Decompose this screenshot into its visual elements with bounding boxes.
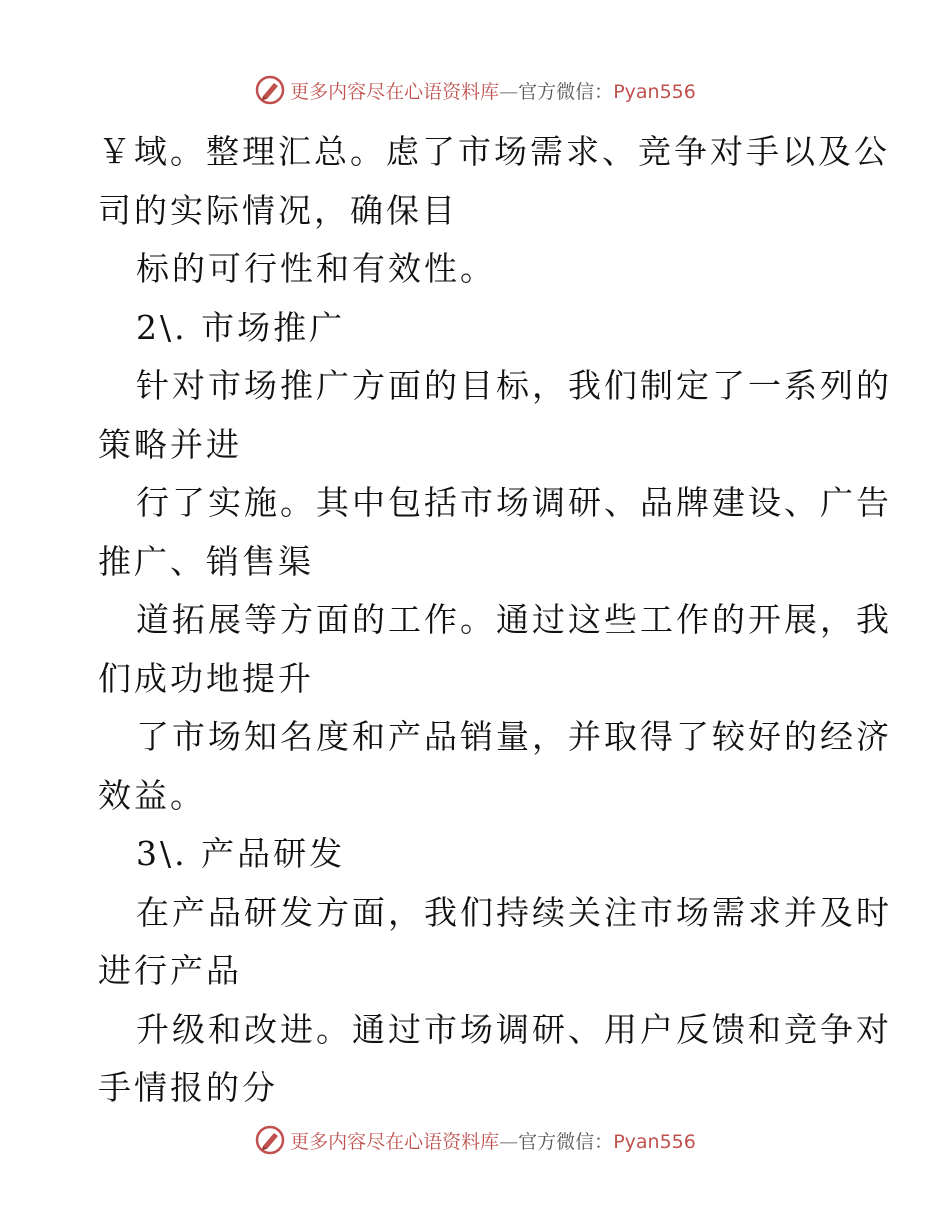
banner-separator: —: [499, 1130, 519, 1153]
banner-site-text: 更多内容尽在心语资料库: [290, 80, 500, 103]
header-banner-content: [254, 70, 696, 110]
section-heading: 2\. 市场推广: [136, 307, 346, 347]
footer-banner: [0, 1120, 950, 1160]
text-line: 推广、销售渠: [98, 541, 314, 581]
text-line: 标的可行性和有效性。: [136, 249, 496, 288]
text-line: 针对市场推广方面的目标，我们制定了一系列的: [136, 366, 892, 405]
pen-logo-icon: [254, 74, 286, 106]
text-line: 行了实施。其中包括市场调研、品牌建设、广告: [136, 483, 892, 522]
banner-site-text: 更多内容尽在心语资料库: [290, 1130, 500, 1153]
banner-text: [290, 1127, 696, 1154]
text-line: 道拓展等方面的工作。通过这些工作的开展，我: [136, 600, 892, 639]
text-line: 手情报的分: [98, 1068, 278, 1107]
text-line: 了市场知名度和产品销量，并取得了较好的经济: [136, 717, 892, 756]
banner-wechat-handle: Pyan556: [613, 1130, 696, 1153]
footer-banner-content: [254, 1120, 696, 1160]
banner-wechat-handle: Pyan556: [613, 80, 696, 103]
text-line: 效益。: [98, 775, 206, 815]
text-line: ￥域。整理汇总。虑了市场需求、竞争对手以及公: [98, 132, 890, 171]
banner-text: [290, 77, 696, 104]
section-heading: 3\. 产品研发: [136, 834, 346, 873]
banner-wechat-label: 官方微信：: [518, 80, 614, 103]
header-banner: [0, 70, 950, 110]
text-line: 们成功地提升: [98, 658, 314, 698]
banner-separator: —: [499, 80, 519, 103]
text-line: 升级和改进。通过市场调研、用户反馈和竞争对: [136, 1009, 892, 1049]
text-line: 司的实际情况，确保目: [98, 190, 458, 230]
text-line: 进行产品: [98, 951, 242, 990]
text-line: 在产品研发方面，我们持续关注市场需求并及时: [136, 892, 892, 932]
document-body: [98, 123, 892, 1118]
pen-logo-icon: [254, 1124, 286, 1156]
banner-wechat-label: 官方微信：: [518, 1130, 614, 1153]
text-line: 策略并进: [98, 424, 242, 464]
